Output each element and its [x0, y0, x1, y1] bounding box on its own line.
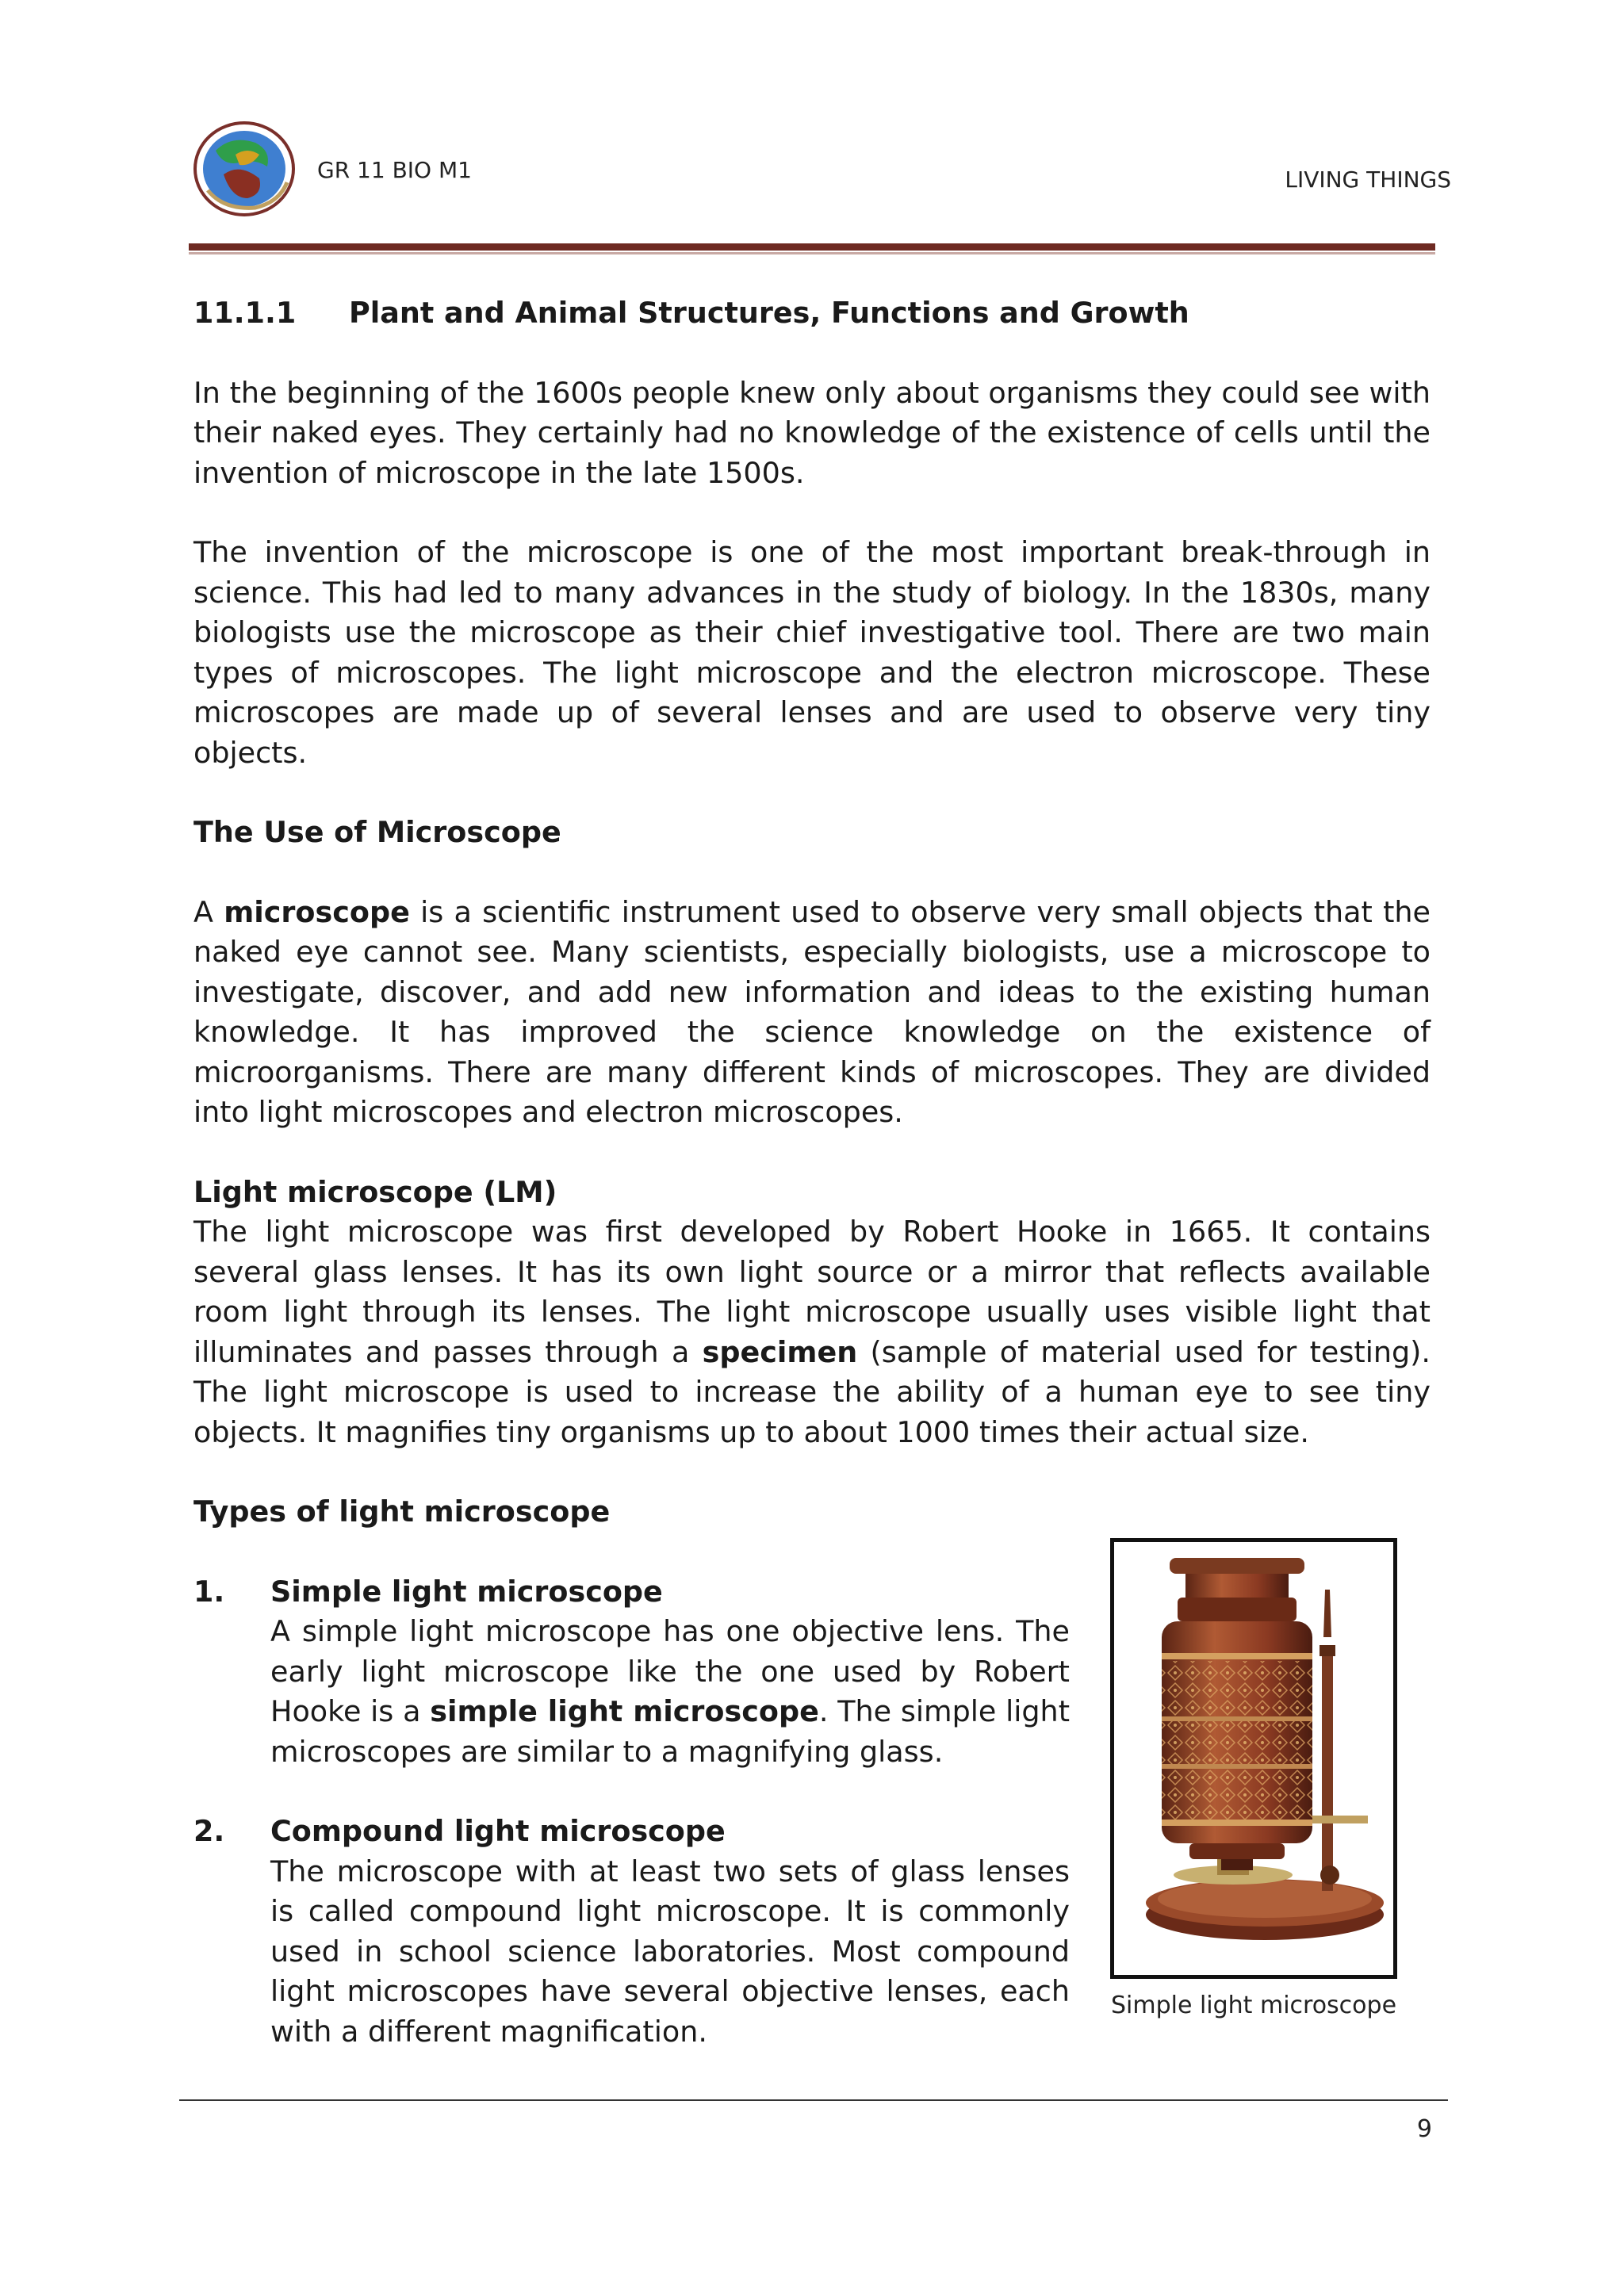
section-heading — [193, 293, 1431, 334]
list-item-title: Simple light microscope — [270, 1574, 663, 1609]
microscope-definition-paragraph — [193, 893, 1431, 1133]
header-rule — [189, 243, 1435, 251]
simple-text-start: A simple light microscope has one objective lens. The early light microscope like the one used by Robert Hooke is a — [270, 1614, 1070, 1728]
list-item-title: Compound light microscope — [270, 1814, 726, 1848]
light-microscope-heading: Light microscope (LM) — [193, 1174, 557, 1209]
term-simple-light-microscope: simple light microscope — [430, 1694, 819, 1728]
list-item-text: The microscope with at least two sets of glass lenses is called compound light microscope. It is commonly used in school science laboratories. Most compound light microscopes have several objective lenses, each with a different magnification. — [270, 1854, 1070, 2049]
term-microscope: microscope — [224, 894, 410, 929]
institution-logo — [192, 119, 300, 219]
lm-text-rest: (sample of material used for testing). The light microscope is used to increase the ability of a human eye to see tiny objects. It magnifies tiny organisms up to about 1000 times their actual size. — [193, 1334, 1431, 1449]
intro-paragraph-2: The invention of the microscope is one of the most important break-through in science. This had led to many advances in the study of biology. In the 1830s, many biologists use the microscope as their chief investigative tool. There are two main types of microscopes. The light microscope and the electron microscope. These microscopes are made up of several lenses and are used to observe very tiny objects. — [193, 535, 1431, 770]
page-number: 9 — [1416, 2115, 1432, 2143]
list-number: 1. — [193, 1574, 225, 1609]
list-item-text — [270, 1612, 1070, 1772]
definition-text-start: A — [193, 894, 224, 929]
footer-rule — [179, 2099, 1448, 2101]
course-code: GR 11 BIO M1 — [317, 157, 472, 183]
definition-text-rest: is a scientific instrument used to observe very small objects that the naked eye cannot see. Many scientists, especially biologists, use a microscope to investigate, discover, and add new information and ideas to the existing human knowledge. It has improved the science knowledge on the existence of microorganisms. There are many different kinds of microscopes. They are divided into light microscopes and electron microscopes. — [193, 894, 1431, 1129]
use-of-microscope-heading: The Use of Microscope — [193, 815, 561, 849]
section-title: Plant and Animal Structures, Functions and Growth — [349, 296, 1189, 330]
simple-text-rest: . The simple light microscopes are similar to a magnifying glass. — [270, 1694, 1070, 1769]
intro-paragraph-1: In the beginning of the 1600s people knew only about organisms they could see with their naked eyes. They certainly had no knowledge of the existence of cells until the invention of microscope in the late 1500s. — [193, 375, 1431, 490]
figure-caption: Simple light microscope — [1110, 1992, 1397, 2019]
header-rule-thin — [189, 252, 1435, 254]
microscope-figure — [1110, 1538, 1397, 1979]
module-title: LIVING THINGS — [1285, 166, 1451, 193]
types-heading: Types of light microscope — [193, 1494, 611, 1529]
lm-text-start: The light microscope was first developed by Robert Hooke in 1665. It contains several glass lenses. It has its own light source or a mirror that reflects available room light through its lenses. The light microscope usually uses visible light that illuminates and passes through a — [193, 1215, 1431, 1369]
term-specimen: specimen — [702, 1334, 858, 1369]
light-microscope-paragraph — [193, 1212, 1431, 1452]
microscope-illustration — [1114, 1542, 1393, 1975]
list-number: 2. — [193, 1814, 225, 1848]
section-number: 11.1.1 — [193, 296, 297, 330]
